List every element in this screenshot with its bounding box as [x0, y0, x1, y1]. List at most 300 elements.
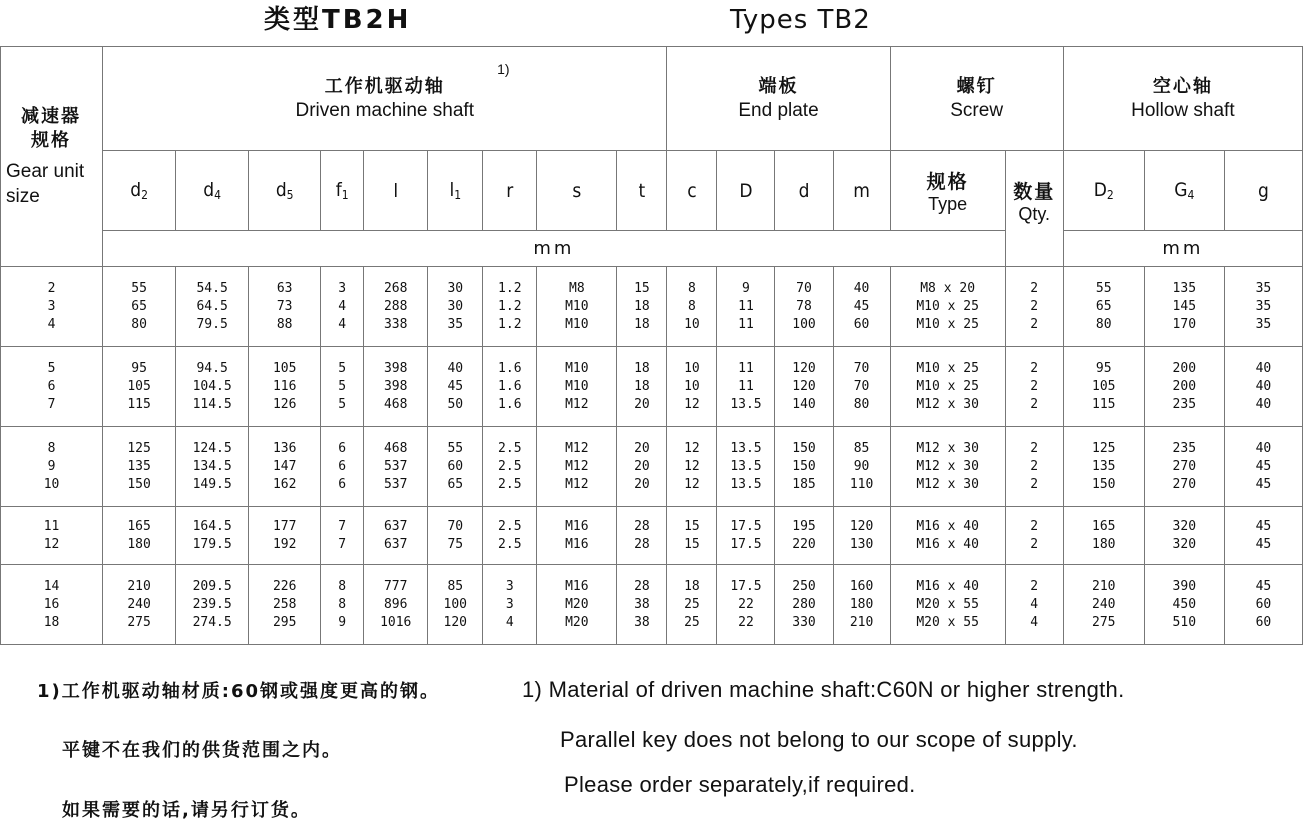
cell-type: [890, 347, 1005, 427]
cell-value: 50: [447, 396, 464, 412]
cell-value: 179.5: [192, 536, 232, 552]
cell-d4: [176, 507, 249, 565]
cell-value: 100: [443, 596, 467, 612]
cell-value: 160: [849, 578, 874, 594]
cell-value: 390: [1172, 578, 1197, 594]
cell-value: 17.5: [730, 578, 762, 594]
cell-D2: [1063, 565, 1144, 645]
cell-value: 468: [383, 396, 408, 412]
cell-D: [717, 267, 775, 347]
cell-d4: [176, 267, 249, 347]
cell-value: 637: [383, 536, 408, 552]
cell-value: 150: [792, 458, 816, 474]
cell-value: 20: [634, 458, 650, 474]
cell-value: 22: [738, 614, 754, 630]
cell-value: 185: [792, 476, 816, 492]
cell-value: 125: [1092, 440, 1116, 456]
cell-value: 10: [684, 378, 700, 394]
col-d2: $d_2$: [103, 151, 176, 231]
cell-value: 15: [684, 536, 700, 552]
cell-value: 115: [1092, 396, 1116, 412]
cell-value: 10: [684, 316, 700, 332]
cell-value: M20 x 55: [916, 614, 979, 630]
cell-value: 75: [447, 536, 464, 552]
cell-value: M10: [565, 360, 589, 376]
cell-value: 18: [634, 378, 650, 394]
cell-r: [483, 267, 537, 347]
cell-value: 5: [47, 360, 56, 376]
cell-d5: [249, 507, 321, 565]
cell-value: 3: [505, 578, 514, 594]
cell-m: [833, 565, 890, 645]
cell-value: 2: [1030, 378, 1039, 394]
cell-value: 170: [1172, 316, 1197, 332]
col-c: c: [667, 151, 717, 231]
cell-value: M16 x 40: [916, 518, 979, 534]
cell-l1: [428, 267, 483, 347]
cell-value: M16 x 40: [916, 536, 979, 552]
cell-value: 60: [853, 316, 870, 332]
cell-d4: [176, 565, 249, 645]
cell-value: 11: [738, 316, 754, 332]
cell-m: [833, 267, 890, 347]
cell-value: 147: [272, 458, 297, 474]
cell-value: 320: [1172, 536, 1197, 552]
cell-t: [617, 427, 667, 507]
cell-value: 17.5: [730, 518, 762, 534]
cell-value: 164.5: [192, 518, 232, 534]
type-en: Type: [928, 193, 968, 214]
cell-value: 18: [634, 298, 650, 314]
cell-value: 288: [383, 298, 408, 314]
cell-value: 5: [338, 378, 347, 394]
cell-f1: [321, 267, 364, 347]
cell-value: 6: [338, 476, 347, 492]
cell-value: 1.2: [498, 280, 522, 296]
cell-value: 2.5: [498, 440, 522, 456]
cell-value: 468: [383, 440, 408, 456]
cell-value: 12: [684, 440, 700, 456]
cell-value: M20: [565, 596, 589, 612]
cell-value: 450: [1172, 596, 1197, 612]
cell-value: 220: [792, 536, 816, 552]
cell-value: 78: [796, 298, 812, 314]
cell-g: [1224, 507, 1302, 565]
cell-value: 8: [338, 578, 347, 594]
cell-value: 65: [131, 298, 147, 314]
cell-value: 70: [853, 378, 870, 394]
cell-g: [1224, 267, 1302, 347]
cell-type: [890, 267, 1005, 347]
cell-value: 280: [792, 596, 816, 612]
cell-value: 12: [684, 476, 700, 492]
cell-l: [364, 347, 428, 427]
cell-value: 45: [853, 298, 870, 314]
cell-value: 537: [383, 476, 408, 492]
cell-value: M12 x 30: [916, 396, 979, 412]
cell-value: 180: [849, 596, 874, 612]
cell-value: 240: [1092, 596, 1116, 612]
cell-value: 192: [272, 536, 297, 552]
cell-value: 12: [684, 396, 700, 412]
cell-value: 35: [447, 316, 464, 332]
hollow-shaft-group-header: [1063, 47, 1302, 151]
cell-value: 274.5: [192, 614, 232, 630]
cell-D: [717, 347, 775, 427]
cell-value: 250: [792, 578, 816, 594]
cell-value: 88: [276, 316, 293, 332]
note-en-line3: Please order separately,if required.: [564, 772, 916, 797]
cell-G4: [1144, 267, 1224, 347]
cell-d2: [103, 565, 176, 645]
cell-value: 165: [1092, 518, 1116, 534]
cell-value: 20: [634, 476, 650, 492]
cell-value: 16: [43, 596, 60, 612]
cell-s: [537, 507, 617, 565]
cell-value: 30: [447, 298, 464, 314]
cell-value: 15: [634, 280, 650, 296]
cell-value: 1.6: [498, 396, 522, 412]
cell-value: 116: [272, 378, 297, 394]
cell-qty: [1005, 565, 1063, 645]
cell-value: 110: [849, 476, 874, 492]
cell-value: M8 x 20: [920, 280, 976, 296]
cell-value: 35: [1255, 298, 1272, 314]
col-t: t: [617, 151, 667, 231]
cell-value: 150: [1092, 476, 1116, 492]
cell-value: 28: [634, 518, 650, 534]
col-D: D: [717, 151, 775, 231]
cell-value: 100: [792, 316, 816, 332]
cell-value: M12: [565, 458, 589, 474]
col-r: r: [483, 151, 537, 231]
col-d4: $d_4$: [176, 151, 249, 231]
col-g: g: [1224, 151, 1302, 231]
cell-size: [1, 347, 103, 427]
cell-value: 7: [338, 536, 347, 552]
cell-t: [617, 565, 667, 645]
gear-unit-cn-line2: 规格: [31, 129, 72, 151]
cell-value: 2: [1030, 458, 1039, 474]
cell-value: 13.5: [730, 458, 762, 474]
cell-value: 239.5: [192, 596, 232, 612]
cell-value: 11: [43, 518, 60, 534]
cell-value: 38: [634, 596, 650, 612]
cell-D: [717, 507, 775, 565]
table-row: [1, 267, 1303, 347]
dimension-table: [0, 46, 1303, 645]
hollow-shaft-en: Hollow shaft: [1131, 99, 1235, 121]
cell-value: 65: [447, 476, 464, 492]
cell-value: 150: [127, 476, 151, 492]
cell-value: 11: [738, 378, 754, 394]
cell-value: 270: [1172, 458, 1197, 474]
cell-value: 398: [383, 360, 408, 376]
cell-l: [364, 267, 428, 347]
cell-t: [617, 507, 667, 565]
cell-value: 235: [1172, 440, 1197, 456]
unit-label-left: mm: [103, 231, 1006, 267]
cell-qty: [1005, 507, 1063, 565]
cell-value: 210: [849, 614, 874, 630]
cell-value: 40: [1255, 378, 1272, 394]
cell-size: [1, 427, 103, 507]
cell-value: M20: [565, 614, 589, 630]
cell-value: 10: [684, 360, 700, 376]
cell-d: [775, 427, 833, 507]
title-band: [0, 0, 1303, 46]
cell-value: 12: [684, 458, 700, 474]
cell-value: 120: [443, 614, 467, 630]
cell-value: 8: [338, 596, 347, 612]
cell-value: 7: [47, 396, 56, 412]
cell-value: 235: [1172, 396, 1197, 412]
cell-D2: [1063, 267, 1144, 347]
cell-type: [890, 507, 1005, 565]
cell-value: 63: [276, 280, 293, 296]
cell-value: 275: [1092, 614, 1116, 630]
cell-value: 896: [383, 596, 408, 612]
cell-value: M10 x 25: [916, 360, 979, 376]
cell-r: [483, 427, 537, 507]
cell-value: 226: [272, 578, 297, 594]
cell-value: 195: [792, 518, 816, 534]
table-row: [1, 427, 1303, 507]
cell-d2: [103, 267, 176, 347]
cell-value: 3: [338, 280, 347, 296]
cell-value: 124.5: [192, 440, 232, 456]
cell-value: M10 x 25: [916, 316, 979, 332]
driven-shaft-cn: 工作机驱动轴: [324, 75, 445, 97]
cell-value: 210: [127, 578, 151, 594]
cell-value: 12: [43, 536, 60, 552]
cell-l: [364, 507, 428, 565]
end-plate-cn: 端板: [758, 75, 799, 97]
cell-value: 2: [1030, 536, 1039, 552]
cell-value: 45: [1255, 476, 1272, 492]
col-D2: $D_2$: [1063, 151, 1144, 231]
cell-d4: [176, 347, 249, 427]
cell-D2: [1063, 427, 1144, 507]
cell-value: 40: [853, 280, 870, 296]
cell-value: 9: [338, 614, 347, 630]
cell-value: M20 x 55: [916, 596, 979, 612]
note-cn-line3: 如果需要的话,请另行订货。: [62, 800, 311, 821]
cell-value: 13.5: [730, 440, 762, 456]
cell-f1: [321, 427, 364, 507]
cell-value: 13.5: [730, 476, 762, 492]
cell-value: 11: [738, 298, 754, 314]
cell-value: 9: [742, 280, 750, 296]
cell-value: 510: [1172, 614, 1197, 630]
col-l: l: [364, 151, 428, 231]
cell-value: 9: [47, 458, 56, 474]
cell-value: 268: [383, 280, 408, 296]
column-header-row: [1, 151, 1303, 231]
type-cn: 规格: [926, 170, 969, 193]
cell-size: [1, 507, 103, 565]
cell-value: 80: [853, 396, 870, 412]
cell-value: 295: [272, 614, 297, 630]
cell-type: [890, 427, 1005, 507]
cell-value: 200: [1172, 378, 1197, 394]
cell-value: 114.5: [192, 396, 232, 412]
cell-value: 135: [1092, 458, 1116, 474]
cell-value: 35: [1255, 316, 1272, 332]
cell-l1: [428, 347, 483, 427]
cell-m: [833, 507, 890, 565]
cell-type: [890, 565, 1005, 645]
cell-value: 2: [1030, 518, 1039, 534]
cell-value: 209.5: [192, 578, 232, 594]
cell-value: 1.2: [498, 316, 522, 332]
cell-value: 537: [383, 458, 408, 474]
cell-value: 126: [272, 396, 297, 412]
cell-value: 38: [634, 614, 650, 630]
cell-d2: [103, 427, 176, 507]
cell-c: [667, 347, 717, 427]
table-row: [1, 347, 1303, 427]
cell-value: M12: [565, 396, 589, 412]
col-type: [890, 151, 1005, 231]
cell-value: 105: [1092, 378, 1116, 394]
cell-value: 105: [127, 378, 151, 394]
cell-d4: [176, 427, 249, 507]
cell-value: 35: [1255, 280, 1272, 296]
cell-G4: [1144, 507, 1224, 565]
cell-value: 777: [383, 578, 408, 594]
cell-value: 5: [338, 396, 347, 412]
col-s: s: [537, 151, 617, 231]
cell-value: 398: [383, 378, 408, 394]
cell-value: 4: [47, 316, 56, 332]
col-d: d: [775, 151, 833, 231]
cell-value: 55: [131, 280, 147, 296]
cell-value: 637: [383, 518, 408, 534]
cell-value: 95: [1095, 360, 1112, 376]
cell-value: 7: [338, 518, 347, 534]
cell-value: 130: [849, 536, 874, 552]
cell-value: M10: [565, 378, 589, 394]
cell-value: 120: [792, 378, 816, 394]
cell-value: 115: [127, 396, 151, 412]
cell-d: [775, 347, 833, 427]
cell-value: 14: [43, 578, 60, 594]
cell-value: M12 x 30: [916, 476, 979, 492]
cell-value: 20: [634, 396, 650, 412]
data-body: [1, 267, 1303, 645]
cell-value: 2: [1030, 316, 1039, 332]
cell-value: 4: [1030, 614, 1039, 630]
cell-t: [617, 267, 667, 347]
cell-value: 60: [1255, 614, 1272, 630]
cell-value: 4: [505, 614, 514, 630]
cell-value: 149.5: [192, 476, 232, 492]
cell-d: [775, 565, 833, 645]
cell-value: 18: [634, 360, 650, 376]
cell-value: 55: [1095, 280, 1112, 296]
cell-value: 2.5: [498, 536, 522, 552]
cell-d5: [249, 267, 321, 347]
cell-d: [775, 507, 833, 565]
cell-value: M16: [565, 578, 589, 594]
cell-value: 200: [1172, 360, 1197, 376]
cell-value: 65: [1095, 298, 1112, 314]
cell-value: 3: [47, 298, 56, 314]
cell-value: 2: [1030, 396, 1039, 412]
cell-value: 40: [1255, 396, 1272, 412]
cell-r: [483, 565, 537, 645]
end-plate-group-header: [667, 47, 890, 151]
cell-value: 180: [127, 536, 151, 552]
cell-value: 8: [688, 298, 696, 314]
cell-s: [537, 267, 617, 347]
cell-value: M10: [565, 316, 589, 332]
cell-value: 2: [1030, 298, 1039, 314]
cell-value: 105: [272, 360, 297, 376]
title-chinese: 类型TB2H: [264, 5, 412, 35]
cell-value: 73: [276, 298, 293, 314]
cell-value: 180: [1092, 536, 1116, 552]
cell-value: 55: [447, 440, 464, 456]
note-en-line1: 1) Material of driven machine shaft:C60N or higher strength.: [522, 677, 1125, 702]
screw-en: Screw: [950, 99, 1004, 121]
cell-value: 2: [1030, 360, 1039, 376]
cell-value: 270: [1172, 476, 1197, 492]
cell-value: 10: [43, 476, 60, 492]
gear-unit-size-header: [1, 47, 103, 267]
cell-c: [667, 507, 717, 565]
cell-f1: [321, 565, 364, 645]
cell-value: 134.5: [192, 458, 232, 474]
cell-value: 1.6: [498, 360, 522, 376]
cell-value: 210: [1092, 578, 1116, 594]
end-plate-en: End plate: [738, 99, 819, 121]
col-d5: $d_5$: [249, 151, 321, 231]
cell-size: [1, 565, 103, 645]
cell-value: 275: [127, 614, 151, 630]
cell-value: M12 x 30: [916, 458, 979, 474]
cell-value: 18: [43, 614, 60, 630]
cell-value: 45: [1255, 458, 1272, 474]
cell-value: M16: [565, 518, 589, 534]
note-cn-line1: 1)工作机驱动轴材质:60钢或强度更高的钢。: [37, 681, 440, 702]
cell-value: 28: [634, 536, 650, 552]
cell-value: 4: [1030, 596, 1039, 612]
cell-G4: [1144, 347, 1224, 427]
cell-value: 5: [338, 360, 347, 376]
cell-value: 258: [272, 596, 297, 612]
cell-size: [1, 267, 103, 347]
gear-unit-cn-line1: 减速器: [21, 105, 82, 127]
note-cn-line2: 平键不在我们的供货范围之内。: [62, 740, 342, 761]
cell-value: 64.5: [196, 298, 228, 314]
table-row: [1, 507, 1303, 565]
cell-value: 6: [338, 458, 347, 474]
cell-value: 2: [1030, 280, 1039, 296]
cell-value: 135: [1172, 280, 1197, 296]
cell-G4: [1144, 427, 1224, 507]
cell-value: 79.5: [196, 316, 228, 332]
cell-value: 8: [688, 280, 696, 296]
cell-value: M10 x 25: [916, 298, 979, 314]
cell-s: [537, 427, 617, 507]
cell-d: [775, 267, 833, 347]
cell-value: 2: [1030, 476, 1039, 492]
group-header-row: [1, 47, 1303, 151]
cell-value: 3: [505, 596, 514, 612]
cell-value: 60: [1255, 596, 1272, 612]
